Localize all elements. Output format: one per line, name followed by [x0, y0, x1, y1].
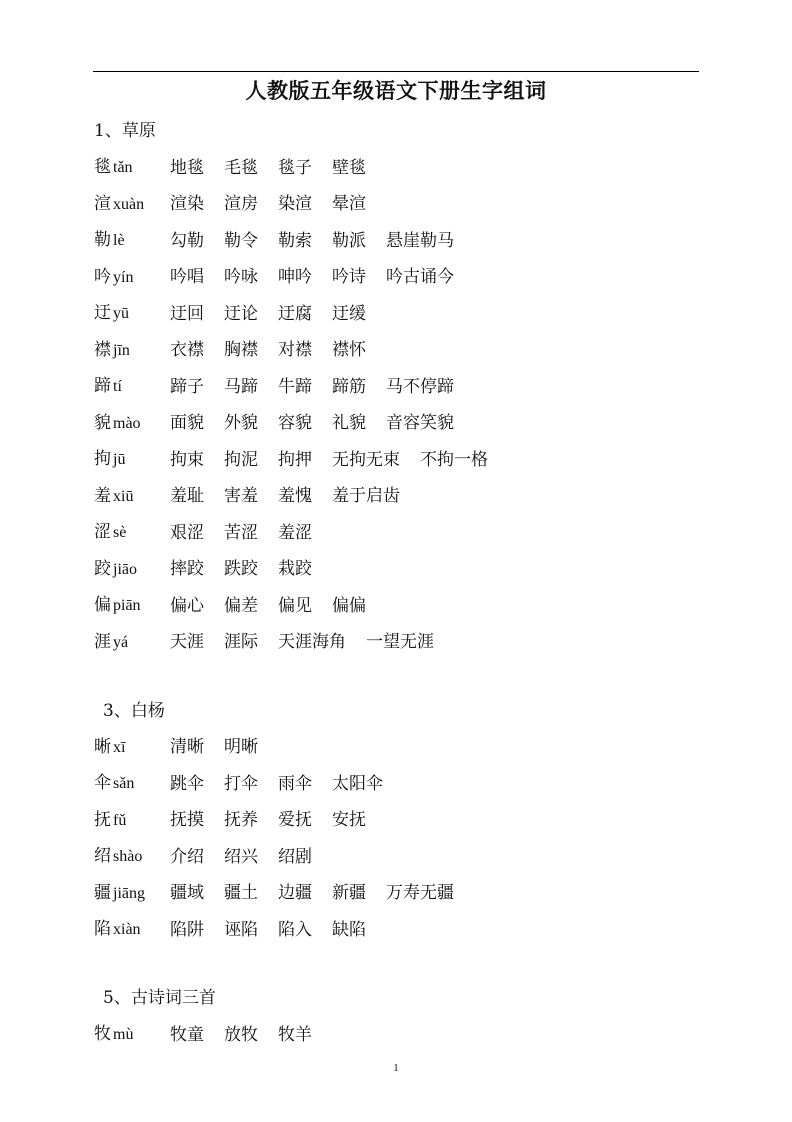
compound-word: 天涯海角 [278, 632, 346, 652]
word-list [170, 912, 386, 949]
compound-word: 跌跤 [224, 559, 258, 579]
pinyin: tí [113, 378, 122, 395]
entry-head [94, 802, 170, 840]
character: 吟 [94, 266, 111, 287]
compound-word: 晕渲 [332, 194, 366, 214]
compound-word: 拘押 [278, 449, 312, 470]
vocab-entry [94, 766, 704, 803]
entry-head [94, 405, 170, 443]
pinyin: shào [113, 848, 143, 865]
compound-word: 面貌 [170, 413, 204, 433]
vocab-entry [94, 442, 704, 479]
compound-word: 迂论 [224, 303, 258, 324]
compound-word: 害羞 [224, 486, 258, 506]
compound-word: 地毯 [170, 157, 204, 178]
pinyin: xī [113, 738, 126, 756]
pinyin: xuàn [113, 195, 145, 213]
compound-word: 染渲 [278, 194, 312, 214]
character: 晰 [94, 736, 111, 757]
pinyin: jiāo [113, 560, 137, 578]
word-list [170, 624, 454, 661]
compound-word: 拘束 [170, 449, 204, 470]
compound-word: 牛蹄 [278, 376, 312, 397]
compound-word: 放牧 [224, 1024, 258, 1045]
compound-word: 拘泥 [224, 449, 258, 470]
entry-head [94, 765, 170, 803]
header-rule [93, 71, 699, 72]
compound-word: 边疆 [278, 883, 312, 903]
pinyin: mù [113, 1026, 134, 1043]
character: 涩 [94, 522, 111, 542]
vocab-entry [94, 802, 704, 839]
compound-word: 缺陷 [332, 919, 366, 940]
word-list [170, 186, 386, 223]
compound-word: 明晰 [224, 737, 258, 757]
vocab-entry [94, 186, 704, 223]
compound-word: 疆土 [224, 883, 258, 903]
compound-word: 万寿无疆 [386, 883, 454, 903]
character: 陷 [94, 919, 111, 939]
word-list [170, 150, 386, 187]
vocab-entry [94, 150, 704, 187]
compound-word: 绍剧 [278, 846, 312, 867]
compound-word: 栽跤 [278, 559, 312, 579]
page-title: 人教版五年级语文下册生字组词 [245, 78, 547, 103]
vocab-entry [94, 332, 704, 369]
character: 襟 [94, 339, 111, 360]
compound-word: 苦涩 [224, 522, 258, 543]
section-1 [94, 113, 704, 661]
word-list [170, 369, 474, 406]
compound-word: 对襟 [278, 340, 312, 360]
compound-word: 迂腐 [278, 303, 312, 324]
compound-word: 毯子 [278, 157, 312, 178]
character: 迂 [94, 303, 111, 323]
compound-word: 陷阱 [170, 919, 204, 940]
pinyin: mào [113, 414, 141, 432]
vocab-entry [94, 729, 704, 766]
pinyin: yá [113, 633, 129, 651]
entry-head [94, 295, 170, 333]
compound-word: 抚摸 [170, 810, 204, 830]
compound-word: 艰涩 [170, 522, 204, 543]
compound-word: 摔跤 [170, 559, 204, 579]
entry-head [94, 514, 170, 552]
compound-word: 牧童 [170, 1024, 204, 1045]
vocab-entry [94, 912, 704, 949]
pinyin: xiū [113, 487, 134, 505]
entry-head [94, 838, 170, 876]
character: 毯 [94, 157, 111, 177]
word-list [170, 551, 332, 588]
section-heading: 1、草原 [94, 121, 156, 141]
compound-word: 马不停蹄 [386, 376, 454, 397]
compound-word: 胸襟 [224, 340, 258, 360]
word-list [170, 1017, 332, 1054]
compound-word: 羞于启齿 [332, 486, 400, 506]
compound-word: 天涯 [170, 632, 204, 652]
vocab-entry [94, 588, 704, 625]
compound-word: 音容笑貌 [386, 413, 454, 433]
word-list [170, 515, 332, 552]
compound-word: 礼貌 [332, 413, 366, 433]
word-list [170, 478, 420, 515]
pinyin: jū [113, 451, 126, 468]
character: 伞 [94, 773, 111, 793]
word-list [170, 588, 386, 625]
vocab-entry [94, 1017, 704, 1054]
compound-word: 毛毯 [224, 157, 258, 178]
entry-list [94, 729, 704, 948]
page-number: 1 [393, 1062, 399, 1074]
vocab-entry [94, 624, 704, 661]
compound-word: 绍兴 [224, 846, 258, 867]
compound-word: 爱抚 [278, 810, 312, 830]
compound-word: 一望无涯 [366, 632, 434, 652]
compound-word: 偏心 [170, 595, 204, 616]
compound-word: 呻吟 [278, 267, 312, 287]
compound-word: 清晰 [170, 737, 204, 757]
word-list [170, 259, 474, 296]
pinyin: fǔ [113, 811, 127, 829]
compound-word: 打伞 [224, 773, 258, 794]
compound-word: 马蹄 [224, 376, 258, 397]
entry-head [94, 729, 170, 767]
entry-head [94, 875, 170, 913]
vocab-entry [94, 405, 704, 442]
compound-word: 迂缓 [332, 303, 366, 324]
character: 疆 [94, 882, 111, 903]
character: 勒 [94, 230, 111, 250]
compound-word: 介绍 [170, 846, 204, 867]
compound-word: 勒令 [224, 230, 258, 251]
entry-head [94, 587, 170, 625]
compound-word: 无拘无束 [332, 449, 400, 470]
word-list [170, 839, 332, 876]
compound-word: 偏偏 [332, 595, 366, 616]
compound-word: 襟怀 [332, 340, 366, 360]
pinyin: xiàn [113, 921, 141, 938]
entry-list [94, 150, 704, 661]
character: 涯 [94, 631, 111, 652]
character: 渲 [94, 193, 111, 214]
entry-list [94, 1017, 704, 1054]
compound-word: 抚养 [224, 810, 258, 830]
compound-word: 偏差 [224, 595, 258, 616]
compound-word: 疆域 [170, 883, 204, 903]
compound-word: 衣襟 [170, 340, 204, 360]
character: 貌 [94, 412, 111, 433]
entry-head [94, 368, 170, 406]
character: 抚 [94, 809, 111, 830]
compound-word: 偏见 [278, 595, 312, 616]
compound-word: 勾勒 [170, 230, 204, 251]
compound-word: 渲染 [170, 194, 204, 214]
compound-word: 蹄子 [170, 376, 204, 397]
section-heading: 3、白杨 [103, 700, 165, 721]
word-list [170, 332, 386, 369]
vocab-entry [94, 259, 704, 296]
character: 羞 [94, 485, 111, 506]
character: 跤 [94, 558, 111, 579]
entry-head [94, 911, 170, 949]
pinyin: yín [113, 268, 134, 286]
vocab-entry [94, 478, 704, 515]
word-list [170, 766, 403, 803]
compound-word: 吟唱 [170, 267, 204, 287]
compound-word: 新疆 [332, 883, 366, 903]
section-3 [94, 693, 704, 949]
compound-word: 悬崖勒马 [386, 230, 454, 251]
compound-word: 吟咏 [224, 267, 258, 287]
pinyin: tǎn [113, 159, 133, 176]
vocab-entry [94, 223, 704, 260]
compound-word: 勒索 [278, 230, 312, 251]
compound-word: 渲房 [224, 194, 258, 214]
vocab-entry [94, 296, 704, 333]
section-5 [94, 980, 704, 1053]
entry-head [94, 624, 170, 662]
compound-word: 陷入 [278, 919, 312, 940]
compound-word: 吟诗 [332, 267, 366, 287]
entry-head [94, 222, 170, 260]
character: 牧 [94, 1024, 111, 1044]
compound-word: 太阳伞 [332, 773, 383, 794]
compound-word: 容貌 [278, 413, 312, 433]
entry-head [94, 478, 170, 516]
compound-word: 诬陷 [224, 919, 258, 940]
compound-word: 羞耻 [170, 486, 204, 506]
compound-word: 迂回 [170, 303, 204, 324]
compound-word: 羞愧 [278, 486, 312, 506]
document-body [94, 113, 704, 1053]
character: 偏 [94, 595, 111, 615]
compound-word: 吟古诵今 [386, 267, 454, 287]
word-list [170, 802, 386, 839]
vocab-entry [94, 515, 704, 552]
pinyin: jiāng [113, 884, 145, 902]
entry-head [94, 332, 170, 370]
compound-word: 安抚 [332, 810, 366, 830]
compound-word: 壁毯 [332, 157, 366, 178]
section-heading: 5、古诗词三首 [103, 988, 216, 1008]
character: 绍 [94, 846, 111, 866]
word-list [170, 729, 278, 766]
compound-word: 雨伞 [278, 773, 312, 794]
entry-head [94, 149, 170, 187]
word-list [170, 296, 386, 333]
compound-word: 不拘一格 [420, 449, 488, 470]
entry-head [94, 1016, 170, 1054]
compound-word: 外貌 [224, 413, 258, 433]
vocab-entry [94, 551, 704, 588]
pinyin: sè [113, 524, 127, 541]
character: 拘 [94, 449, 111, 469]
compound-word: 跳伞 [170, 773, 204, 794]
compound-word: 牧羊 [278, 1024, 312, 1045]
vocab-entry [94, 369, 704, 406]
compound-word: 涯际 [224, 632, 258, 652]
entry-head [94, 551, 170, 589]
compound-word: 勒派 [332, 230, 366, 251]
entry-head [94, 259, 170, 297]
vocab-entry [94, 875, 704, 912]
word-list [170, 223, 474, 260]
pinyin: piān [113, 597, 141, 614]
pinyin: jīn [113, 341, 130, 359]
pinyin: yū [113, 305, 129, 322]
vocab-entry [94, 839, 704, 876]
compound-word: 蹄筋 [332, 376, 366, 397]
word-list [170, 442, 508, 479]
entry-head [94, 441, 170, 479]
character: 蹄 [94, 376, 111, 396]
compound-word: 羞涩 [278, 522, 312, 543]
word-list [170, 875, 474, 912]
entry-head [94, 186, 170, 224]
pinyin: sǎn [113, 775, 135, 792]
pinyin: lè [113, 232, 125, 249]
word-list [170, 405, 474, 442]
